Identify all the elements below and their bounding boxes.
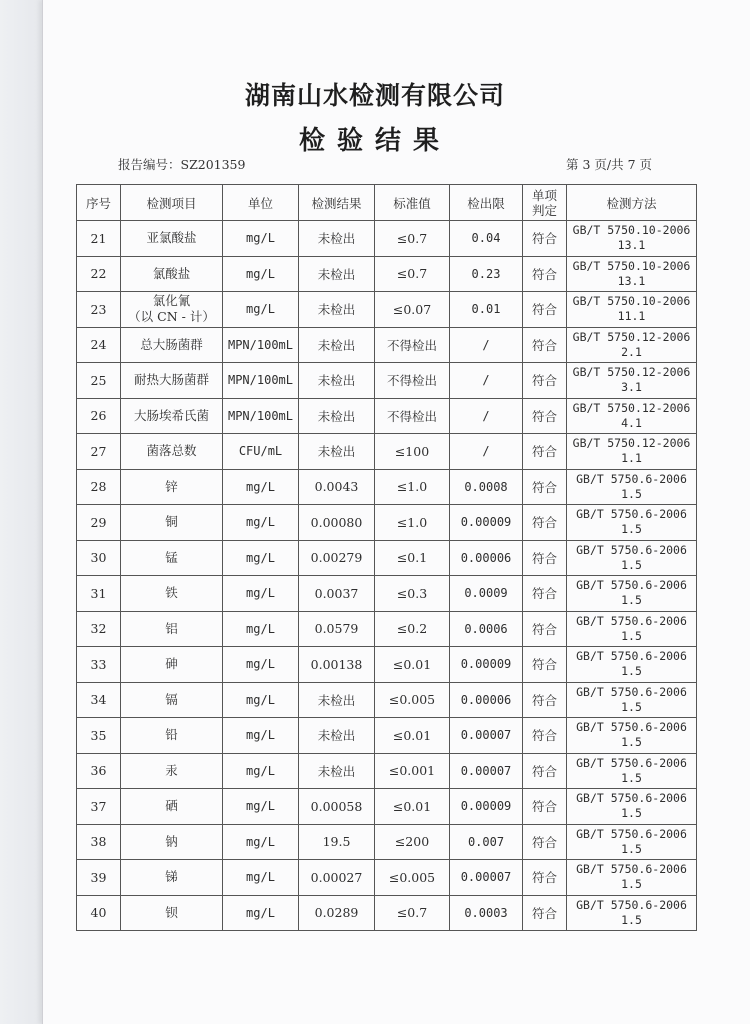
cell-unit: mg/L bbox=[223, 221, 299, 257]
cell-no: 29 bbox=[77, 505, 121, 541]
cell-method bbox=[567, 540, 697, 576]
cell-method-line: 4.1 bbox=[621, 415, 642, 430]
col-header-judgement bbox=[523, 185, 567, 221]
cell-standard: ≤0.3 bbox=[375, 576, 450, 612]
cell-result: 未检出 bbox=[299, 327, 375, 363]
cell-item bbox=[121, 860, 223, 896]
cell-limit: / bbox=[450, 327, 523, 363]
cell-result: 未检出 bbox=[299, 363, 375, 399]
cell-standard: ≤1.0 bbox=[375, 505, 450, 541]
cell-method-line: GB/T 5750.12-2006 bbox=[572, 436, 691, 451]
cell-limit: 0.0006 bbox=[450, 611, 523, 647]
cell-judgement: 符合 bbox=[523, 682, 567, 718]
cell-unit: mg/L bbox=[223, 292, 299, 328]
cell-result: 未检出 bbox=[299, 434, 375, 470]
cell-method-line: 1.1 bbox=[621, 451, 642, 466]
table-header-row bbox=[77, 185, 697, 221]
cell-method bbox=[567, 469, 697, 505]
cell-no: 27 bbox=[77, 434, 121, 470]
cell-method-line: GB/T 5750.6-2006 bbox=[576, 791, 687, 806]
cell-item bbox=[121, 540, 223, 576]
cell-method-line: 1.5 bbox=[621, 735, 642, 750]
cell-method-line: GB/T 5750.12-2006 bbox=[572, 400, 691, 415]
cell-method bbox=[567, 221, 697, 257]
cell-no: 28 bbox=[77, 469, 121, 505]
cell-unit: MPN/100mL bbox=[223, 363, 299, 399]
col-header-limit: 检出限 bbox=[450, 185, 523, 221]
cell-standard: 不得检出 bbox=[375, 398, 450, 434]
cell-item bbox=[121, 895, 223, 931]
cell-method-line: GB/T 5750.6-2006 bbox=[576, 542, 687, 557]
cell-item-line: 铝 bbox=[165, 620, 178, 636]
cell-method bbox=[567, 256, 697, 292]
cell-item-line: 铅 bbox=[165, 727, 178, 743]
cell-result: 未检出 bbox=[299, 753, 375, 789]
cell-judgement: 符合 bbox=[523, 256, 567, 292]
cell-unit: mg/L bbox=[223, 540, 299, 576]
cell-result: 0.00027 bbox=[299, 860, 375, 896]
cell-limit: 0.0003 bbox=[450, 895, 523, 931]
cell-item bbox=[121, 363, 223, 399]
cell-no: 21 bbox=[77, 221, 121, 257]
table-body bbox=[77, 221, 697, 931]
cell-no: 34 bbox=[77, 682, 121, 718]
cell-method-line: GB/T 5750.10-2006 bbox=[572, 258, 691, 273]
cell-item-line: 氯酸盐 bbox=[152, 265, 191, 281]
cell-standard: ≤0.7 bbox=[375, 256, 450, 292]
cell-judgement: 符合 bbox=[523, 434, 567, 470]
cell-method-line: 1.5 bbox=[621, 486, 642, 501]
cell-method-line: GB/T 5750.6-2006 bbox=[576, 578, 687, 593]
cell-item bbox=[121, 398, 223, 434]
cell-standard: ≤0.01 bbox=[375, 647, 450, 683]
cell-result: 未检出 bbox=[299, 292, 375, 328]
cell-method-line: 1.5 bbox=[621, 664, 642, 679]
cell-limit: 0.0009 bbox=[450, 576, 523, 612]
cell-method-line: GB/T 5750.6-2006 bbox=[576, 613, 687, 628]
cell-result: 0.0289 bbox=[299, 895, 375, 931]
table-row bbox=[77, 221, 697, 257]
cell-judgement: 符合 bbox=[523, 647, 567, 683]
cell-item-line: 亚氯酸盐 bbox=[146, 230, 197, 246]
cell-result: 未检出 bbox=[299, 398, 375, 434]
cell-no: 39 bbox=[77, 860, 121, 896]
cell-standard: ≤0.01 bbox=[375, 789, 450, 825]
cell-limit: / bbox=[450, 363, 523, 399]
cell-limit: 0.01 bbox=[450, 292, 523, 328]
cell-item bbox=[121, 611, 223, 647]
cell-unit: mg/L bbox=[223, 682, 299, 718]
cell-item-line: （以 CN - 计） bbox=[128, 309, 215, 325]
table-row bbox=[77, 576, 697, 612]
cell-no: 35 bbox=[77, 718, 121, 754]
cell-judgement: 符合 bbox=[523, 327, 567, 363]
table-row bbox=[77, 860, 697, 896]
cell-item bbox=[121, 647, 223, 683]
cell-no: 32 bbox=[77, 611, 121, 647]
cell-judgement: 符合 bbox=[523, 363, 567, 399]
cell-limit: 0.00007 bbox=[450, 753, 523, 789]
cell-no: 25 bbox=[77, 363, 121, 399]
cell-limit: 0.00009 bbox=[450, 789, 523, 825]
cell-unit: mg/L bbox=[223, 611, 299, 647]
cell-method-line: 1.5 bbox=[621, 628, 642, 643]
cell-item-line: 铜 bbox=[165, 514, 178, 530]
cell-judgement: 符合 bbox=[523, 540, 567, 576]
cell-judgement: 符合 bbox=[523, 895, 567, 931]
cell-limit: 0.00006 bbox=[450, 682, 523, 718]
cell-no: 26 bbox=[77, 398, 121, 434]
cell-no: 22 bbox=[77, 256, 121, 292]
cell-item-line: 耐热大肠菌群 bbox=[133, 372, 209, 388]
table-row bbox=[77, 505, 697, 541]
cell-item-line: 锑 bbox=[165, 869, 178, 885]
cell-judgement: 符合 bbox=[523, 718, 567, 754]
results-table bbox=[76, 184, 697, 931]
cell-unit: mg/L bbox=[223, 647, 299, 683]
col-header-standard: 标准值 bbox=[375, 185, 450, 221]
cell-method-line: 11.1 bbox=[617, 309, 646, 324]
cell-item-line: 锰 bbox=[165, 549, 178, 565]
cell-unit: CFU/mL bbox=[223, 434, 299, 470]
cell-judgement: 符合 bbox=[523, 292, 567, 328]
cell-method bbox=[567, 682, 697, 718]
cell-method-line: 13.1 bbox=[617, 238, 646, 253]
cell-method-line: GB/T 5750.6-2006 bbox=[576, 862, 687, 877]
cell-method-line: 1.5 bbox=[621, 699, 642, 714]
cell-unit: mg/L bbox=[223, 256, 299, 292]
cell-result: 0.00058 bbox=[299, 789, 375, 825]
cell-item bbox=[121, 221, 223, 257]
table-row bbox=[77, 682, 697, 718]
cell-no: 31 bbox=[77, 576, 121, 612]
cell-method bbox=[567, 647, 697, 683]
cell-unit: MPN/100mL bbox=[223, 327, 299, 363]
cell-no: 38 bbox=[77, 824, 121, 860]
cell-method-line: GB/T 5750.6-2006 bbox=[576, 649, 687, 664]
cell-method bbox=[567, 860, 697, 896]
cell-method-line: 1.5 bbox=[621, 557, 642, 572]
cell-method bbox=[567, 505, 697, 541]
table-row bbox=[77, 647, 697, 683]
cell-item-line: 铁 bbox=[165, 585, 178, 601]
cell-result: 0.0579 bbox=[299, 611, 375, 647]
col-header-item: 检测项目 bbox=[121, 185, 223, 221]
cell-method-line: GB/T 5750.6-2006 bbox=[576, 897, 687, 912]
cell-method-line: GB/T 5750.6-2006 bbox=[576, 684, 687, 699]
cell-standard: ≤100 bbox=[375, 434, 450, 470]
col-header-no: 序号 bbox=[77, 185, 121, 221]
cell-method bbox=[567, 718, 697, 754]
col-header-unit: 单位 bbox=[223, 185, 299, 221]
cell-method-line: 1.5 bbox=[621, 593, 642, 608]
cell-standard: ≤0.07 bbox=[375, 292, 450, 328]
cell-result: 0.0043 bbox=[299, 469, 375, 505]
col-header-result: 检测结果 bbox=[299, 185, 375, 221]
cell-no: 36 bbox=[77, 753, 121, 789]
cell-judgement: 符合 bbox=[523, 576, 567, 612]
cell-method bbox=[567, 576, 697, 612]
cell-standard: ≤0.005 bbox=[375, 682, 450, 718]
cell-method bbox=[567, 327, 697, 363]
cell-judgement: 符合 bbox=[523, 860, 567, 896]
cell-method-line: GB/T 5750.10-2006 bbox=[572, 223, 691, 238]
cell-standard: ≤0.1 bbox=[375, 540, 450, 576]
cell-limit: 0.23 bbox=[450, 256, 523, 292]
cell-standard: ≤0.01 bbox=[375, 718, 450, 754]
cell-result: 未检出 bbox=[299, 221, 375, 257]
cell-judgement: 符合 bbox=[523, 753, 567, 789]
cell-standard: ≤0.7 bbox=[375, 221, 450, 257]
cell-item bbox=[121, 505, 223, 541]
cell-unit: mg/L bbox=[223, 576, 299, 612]
cell-limit: / bbox=[450, 398, 523, 434]
cell-standard: ≤1.0 bbox=[375, 469, 450, 505]
cell-judgement: 符合 bbox=[523, 469, 567, 505]
cell-item bbox=[121, 789, 223, 825]
cell-item-line: 汞 bbox=[165, 762, 178, 778]
table-row bbox=[77, 824, 697, 860]
cell-method bbox=[567, 753, 697, 789]
cell-item bbox=[121, 824, 223, 860]
cell-method bbox=[567, 611, 697, 647]
cell-no: 33 bbox=[77, 647, 121, 683]
cell-unit: mg/L bbox=[223, 505, 299, 541]
cell-unit: mg/L bbox=[223, 469, 299, 505]
cell-method-line: GB/T 5750.12-2006 bbox=[572, 329, 691, 344]
cell-limit: 0.00009 bbox=[450, 505, 523, 541]
cell-item bbox=[121, 256, 223, 292]
cell-limit: 0.04 bbox=[450, 221, 523, 257]
cell-item-line: 钠 bbox=[165, 833, 178, 849]
cell-item bbox=[121, 292, 223, 328]
table-row bbox=[77, 895, 697, 931]
table-row bbox=[77, 789, 697, 825]
cell-standard: ≤0.2 bbox=[375, 611, 450, 647]
cell-standard: 不得检出 bbox=[375, 363, 450, 399]
table-row bbox=[77, 469, 697, 505]
cell-standard: 不得检出 bbox=[375, 327, 450, 363]
cell-method-line: GB/T 5750.6-2006 bbox=[576, 826, 687, 841]
cell-no: 40 bbox=[77, 895, 121, 931]
cell-item bbox=[121, 718, 223, 754]
cell-method-line: GB/T 5750.6-2006 bbox=[576, 507, 687, 522]
cell-judgement: 符合 bbox=[523, 789, 567, 825]
cell-method bbox=[567, 895, 697, 931]
cell-judgement: 符合 bbox=[523, 398, 567, 434]
cell-method-line: 1.5 bbox=[621, 806, 642, 821]
cell-limit: 0.0008 bbox=[450, 469, 523, 505]
cell-no: 23 bbox=[77, 292, 121, 328]
cell-item-line: 锌 bbox=[165, 478, 178, 494]
cell-item-line: 菌落总数 bbox=[146, 443, 197, 459]
cell-method bbox=[567, 363, 697, 399]
cell-item-line: 大肠埃希氏菌 bbox=[133, 407, 209, 423]
cell-method-line: 1.5 bbox=[621, 877, 642, 892]
cell-item-line: 钡 bbox=[165, 904, 178, 920]
cell-item bbox=[121, 327, 223, 363]
col-header-judgement-line2: 判定 bbox=[531, 202, 557, 218]
table-row bbox=[77, 753, 697, 789]
cell-judgement: 符合 bbox=[523, 824, 567, 860]
table-row bbox=[77, 292, 697, 328]
cell-standard: ≤0.7 bbox=[375, 895, 450, 931]
cell-unit: mg/L bbox=[223, 824, 299, 860]
cell-result: 未检出 bbox=[299, 682, 375, 718]
cell-unit: mg/L bbox=[223, 860, 299, 896]
cell-method-line: GB/T 5750.10-2006 bbox=[572, 294, 691, 309]
cell-item bbox=[121, 576, 223, 612]
cell-method bbox=[567, 789, 697, 825]
cell-method-line: 3.1 bbox=[621, 380, 642, 395]
cell-method-line: GB/T 5750.6-2006 bbox=[576, 755, 687, 770]
cell-method bbox=[567, 292, 697, 328]
cell-unit: mg/L bbox=[223, 718, 299, 754]
cell-unit: mg/L bbox=[223, 895, 299, 931]
report-number: 报告编号：SZ201359 bbox=[118, 157, 246, 172]
cell-method bbox=[567, 434, 697, 470]
col-header-judgement-line1: 单项 bbox=[531, 187, 557, 203]
cell-limit: 0.00006 bbox=[450, 540, 523, 576]
table-row bbox=[77, 256, 697, 292]
cell-limit: 0.00009 bbox=[450, 647, 523, 683]
cell-limit: 0.007 bbox=[450, 824, 523, 860]
cell-item bbox=[121, 682, 223, 718]
cell-item-line: 总大肠菌群 bbox=[140, 336, 203, 352]
cell-item bbox=[121, 753, 223, 789]
table-row bbox=[77, 398, 697, 434]
cell-judgement: 符合 bbox=[523, 611, 567, 647]
cell-method-line: 13.1 bbox=[617, 273, 646, 288]
cell-item-line: 镉 bbox=[165, 691, 178, 707]
cell-result: 0.00080 bbox=[299, 505, 375, 541]
table-row bbox=[77, 363, 697, 399]
cell-unit: mg/L bbox=[223, 753, 299, 789]
cell-item bbox=[121, 469, 223, 505]
table-row bbox=[77, 611, 697, 647]
cell-method-line: GB/T 5750.12-2006 bbox=[572, 365, 691, 380]
cell-method-line: 2.1 bbox=[621, 344, 642, 359]
cell-unit: MPN/100mL bbox=[223, 398, 299, 434]
cell-no: 24 bbox=[77, 327, 121, 363]
company-name: 湖南山水检测有限公司 bbox=[244, 81, 505, 110]
cell-no: 37 bbox=[77, 789, 121, 825]
cell-result: 未检出 bbox=[299, 718, 375, 754]
cell-standard: ≤0.001 bbox=[375, 753, 450, 789]
cell-item-line: 硒 bbox=[165, 798, 178, 814]
cell-limit: 0.00007 bbox=[450, 860, 523, 896]
cell-result: 0.00279 bbox=[299, 540, 375, 576]
cell-judgement: 符合 bbox=[523, 221, 567, 257]
cell-standard: ≤0.005 bbox=[375, 860, 450, 896]
table-row bbox=[77, 434, 697, 470]
cell-method-line: 1.5 bbox=[621, 522, 642, 537]
table-row bbox=[77, 718, 697, 754]
cell-limit: 0.00007 bbox=[450, 718, 523, 754]
cell-method bbox=[567, 398, 697, 434]
cell-no: 30 bbox=[77, 540, 121, 576]
cell-limit: / bbox=[450, 434, 523, 470]
cell-judgement: 符合 bbox=[523, 505, 567, 541]
col-header-method: 检测方法 bbox=[567, 185, 697, 221]
page-indicator: 第 3 页/共 7 页 bbox=[566, 157, 653, 172]
cell-method-line: 1.5 bbox=[621, 770, 642, 785]
table-row bbox=[77, 327, 697, 363]
cell-method-line: 1.5 bbox=[621, 841, 642, 856]
cell-standard: ≤200 bbox=[375, 824, 450, 860]
cell-method bbox=[567, 824, 697, 860]
cell-result: 0.00138 bbox=[299, 647, 375, 683]
cell-unit: mg/L bbox=[223, 789, 299, 825]
table-row bbox=[77, 540, 697, 576]
cell-method-line: GB/T 5750.6-2006 bbox=[576, 471, 687, 486]
cell-item bbox=[121, 434, 223, 470]
cell-result: 未检出 bbox=[299, 256, 375, 292]
cell-method-line: 1.5 bbox=[621, 912, 642, 927]
document-title: 检验结果 bbox=[298, 126, 451, 156]
cell-result: 19.5 bbox=[299, 824, 375, 860]
cell-item-line: 砷 bbox=[165, 656, 178, 672]
cell-item-line: 氯化氰 bbox=[152, 293, 191, 309]
cell-method-line: GB/T 5750.6-2006 bbox=[576, 720, 687, 735]
cell-result: 0.0037 bbox=[299, 576, 375, 612]
